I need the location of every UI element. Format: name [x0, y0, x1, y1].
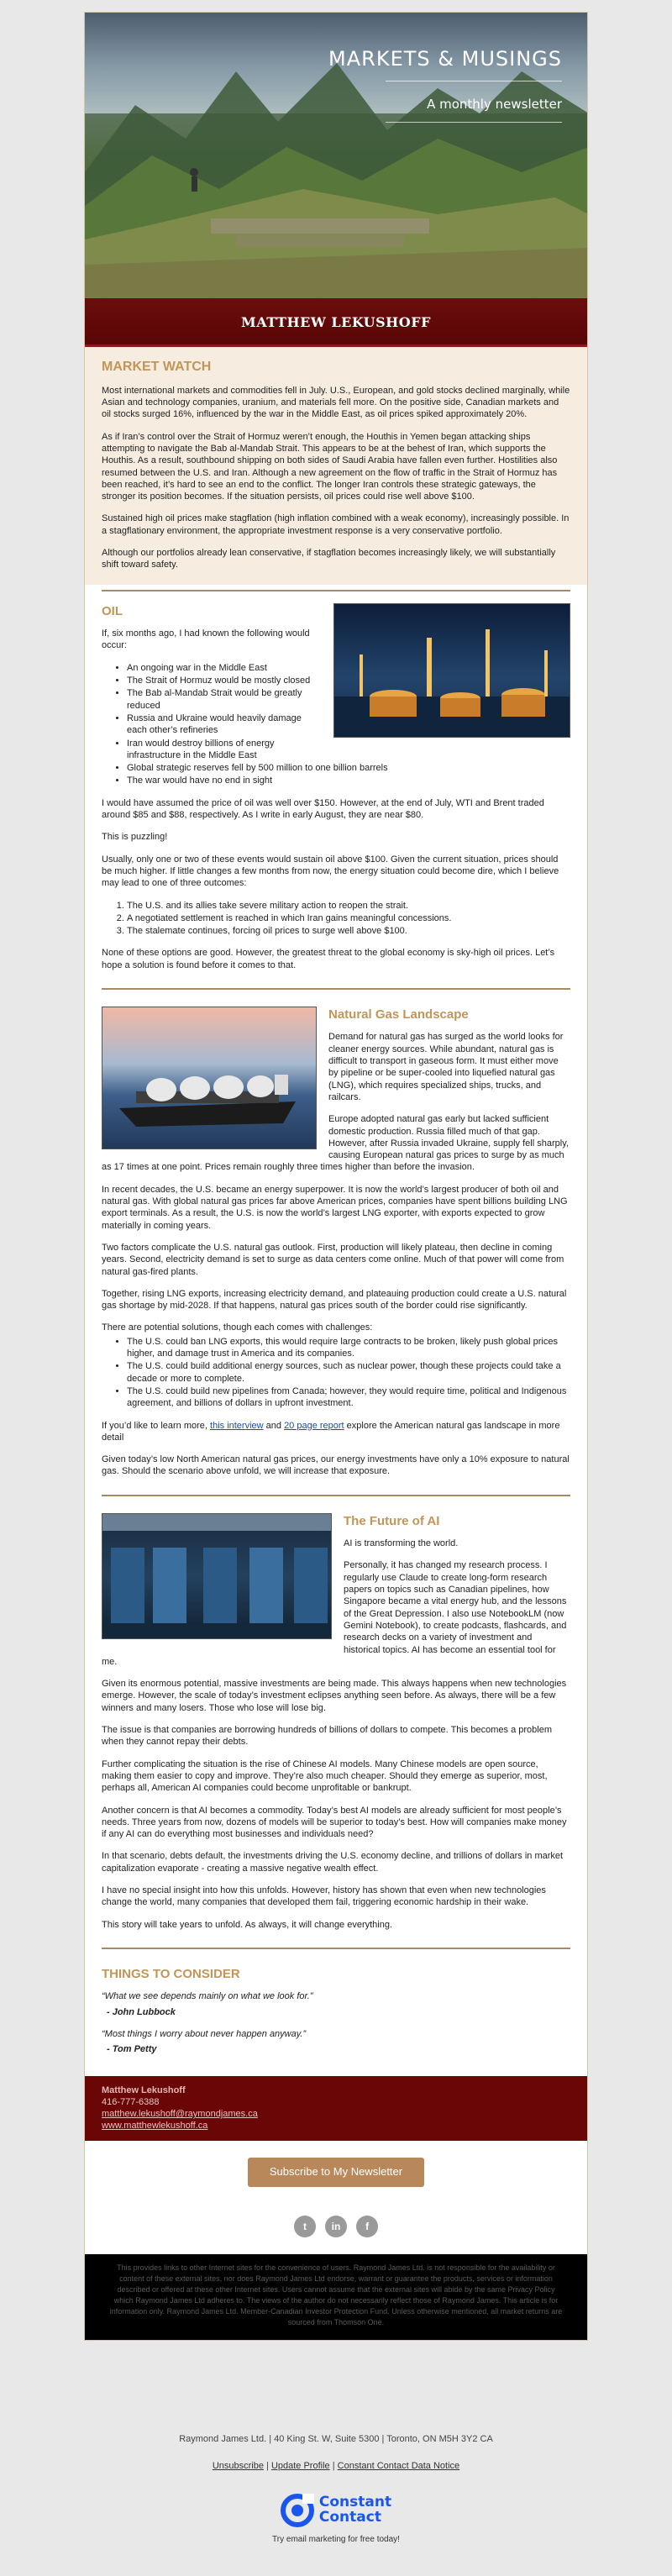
- things-heading: THINGS TO CONSIDER: [102, 1966, 240, 1981]
- ai-paragraph: This story will take years to unfold. As always, it will change everything.: [102, 1919, 393, 1930]
- oil-paragraph: I would have assumed the price of oil was well over $150. However, at the end of July, WTI and Brent traded around $85 and $88, respectively. As I write in early August, they are near $80.: [102, 797, 544, 821]
- newsletter-subtitle: A monthly newsletter: [427, 97, 562, 113]
- report-link[interactable]: 20 page report: [284, 1420, 344, 1431]
- list-item: • Russia and Ukraine would heavily damage each other’s refineries: [127, 712, 570, 737]
- list-item: • The war would have no end in sight: [127, 775, 570, 786]
- list-item: 1. The U.S. and its allies take severe military action to reopen the strait.: [127, 900, 570, 912]
- gas-paragraph: In recent decades, the U.S. became an energy superpower. It is now the world’s largest producer of both oil and natural gas. With global natural gas prices far above American prices, companies have spent billions building LNG export terminals. As a result, the U.S. is now the world’s largest LNG exporter, with exports expected to grow materially in coming years.: [102, 1184, 568, 1231]
- oil-paragraph: Usually, only one or two of these events would sustain oil above $100. Given the current situation, prices should be much higher. If little changes a few months from now, the energy situation could become dire, which I believe may lead to one of three outcomes:: [102, 854, 559, 889]
- footer-address: Raymond James Ltd. | 40 King St. W, Suite 5300 | Toronto, ON M5H 3Y2 CA: [179, 2434, 493, 2444]
- list-item: • An ongoing war in the Middle East: [127, 662, 570, 674]
- cc-word-1: Constant: [318, 2494, 392, 2511]
- market-watch-section: [85, 347, 587, 585]
- natural-gas-heading: Natural Gas Landscape: [328, 1007, 469, 1022]
- ai-paragraph: In that scenario, debts default, the investments driving the U.S. economy decline, and trillions of dollars in market capitalization evaporate - creating a massive negative wealth effect.: [102, 1851, 564, 1874]
- contact-block: [85, 2076, 587, 2141]
- cc-word-2: Contact: [318, 2509, 381, 2526]
- facebook-icon[interactable]: f: [356, 2216, 378, 2237]
- gas-paragraph: Europe adopted natural gas early but lacked sufficient domestic production. Russia filled much of that gap. However, after Russia invaded Ukraine, supply fell sharply, causing European natural gas prices to surge by as much as 17 times at one point. Prices remain roughly three times higher than before the invasion.: [102, 1114, 569, 1173]
- things-to-consider-section: [85, 1949, 587, 2076]
- ai-paragraph: Given its enormous potential, massive investments are being made. This always happens when new technologies emerge. However, the scale of today’s investment eclipses anything seen before. As always, there will be a few winners and many losers. Those who lose will lose big.: [102, 1679, 567, 1713]
- market-watch-paragraph: Sustained high oil prices make stagflation (high inflation combined with a weak economy), increasingly possible. In a stagflationary environment, the appropriate investment response is a very conservative portfolio.: [102, 513, 570, 536]
- ai-paragraph: AI is transforming the world.: [344, 1538, 459, 1549]
- ai-paragraph: I have no special insight into how this unfolds. However, history has shown that even when new technologies change the world, many companies that developed them fail, triggering economic hardship in their wake.: [102, 1885, 546, 1908]
- list-item: 2. A negotiated settlement is reached in which Iran gains meaningful concessions.: [127, 912, 570, 924]
- lng-ship-image: [102, 1007, 317, 1149]
- oil-paragraph: This is puzzling!: [102, 832, 168, 843]
- gas-paragraph: There are potential solutions, though each comes with challenges:: [102, 1322, 373, 1333]
- quote-author: - Tom Petty: [107, 2044, 157, 2055]
- quote-text: “Most things I worry about never happen anyway.”: [102, 2029, 307, 2039]
- ai-paragraph: Another concern is that AI becomes a commodity. Today’s best AI models are already sufficient for most people’s needs. Three years from now, dozens of models will be superior to today’s best. How will companies make money if any AI can do everything most businesses and individuals need?: [102, 1805, 567, 1840]
- ai-paragraph: The issue is that companies are borrowing hundreds of billions of dollars to compete. This becomes a problem when they cannot repay their debts.: [102, 1725, 553, 1748]
- hero-title-block: [328, 46, 562, 123]
- list-item: • Global strategic reserves fell by 500 million to one billion barrels: [127, 762, 570, 774]
- contact-email-link[interactable]: matthew.lekushoff@raymondjames.ca: [102, 2109, 258, 2120]
- market-watch-paragraph: Although our portfolios already lean conservative, if stagflation becomes increasingly likely, we will substantially shift toward safety.: [102, 548, 556, 570]
- list-item: 3. The stalemate continues, forcing oil prices to surge well above $100.: [127, 925, 570, 937]
- list-item: • The U.S. could ban LNG exports, this would require large contracts to be broken, likely push global prices higher, and damage trust in America and its companies.: [127, 1336, 570, 1360]
- constant-contact-logo[interactable]: [0, 2494, 672, 2545]
- learn-more-text: and: [263, 1420, 285, 1431]
- update-profile-link[interactable]: Update Profile: [270, 2461, 330, 2471]
- social-links: [85, 2202, 587, 2254]
- ai-paragraph: Further complicating the situation is the rise of Chinese AI models. Many Chinese models are open source, making them easier to copy and improve. They’re also much cheaper. Should they emerge as superior, most, perhaps all, American AI companies could become unprofitable or bankrupt.: [102, 1759, 548, 1794]
- newsletter-title: MARKETS & MUSINGS: [328, 47, 562, 71]
- list-item: • The U.S. could build new pipelines from Canada; however, they would require time, political and Indigenous agreement, and billions of dollars in upfront investment.: [127, 1385, 570, 1410]
- oil-intro: If, six months ago, I had known the following would occur:: [102, 628, 310, 651]
- advisor-name-band: MATTHEW LEKUSHOFF: [85, 298, 587, 347]
- oil-outcomes-list: [127, 900, 570, 938]
- refinery-image: [333, 603, 570, 738]
- ai-paragraph: Personally, it has changed my research process. I regularly use Claude to create long-form research papers on topics such as Canadian pipelines, how Singapore became a vital energy hub, and the lessons of the Great Depression. I also use NotebookLM (now Gemini Notebook), to create podcasts, flashcards, and research decks on a variety of investment and historical topics. AI has become an essential tool for me.: [102, 1560, 567, 1667]
- hero-banner: [85, 13, 587, 298]
- twitter-icon[interactable]: t: [294, 2216, 316, 2237]
- gas-paragraph: Demand for natural gas has surged as the world looks for cleaner energy sources. While abundant, natural gas is difficult to transport in gaseous form. It must either move by pipeline or be super-cooled into liquefied natural gas (LNG), which requires specialized ships, trucks, and railcars.: [328, 1032, 564, 1102]
- market-watch-paragraph: As if Iran’s control over the Strait of Hormuz weren’t enough, the Houthis in Yemen began attacking ships attempting to navigate the Bab al-Mandab Strait. This appears to be at the behest of Iran, which supports the Houthis. As a result, southbound shipping on both sides of Saudi Arabia have fallen even further. Hostilities also resumed between the U.S. and Iran. Although a new agreement on the flow of traffic in the Strait of Hormuz has been reached, it’s hard to see an end to the conflict. The longer Iran controls these strategic gateways, the stronger its position becomes. If the situation persists, oil prices could rise well above $100.: [102, 431, 558, 502]
- gas-paragraph: Two factors complicate the U.S. natural gas outlook. First, production will likely plateau, then decline in coming years. Second, electricity demand is set to surge as data centers come online. Much of that power will come from natural gas-fired plants.: [102, 1242, 564, 1277]
- subscribe-button[interactable]: Subscribe to My Newsletter: [248, 2158, 424, 2187]
- future-of-ai-heading: The Future of AI: [344, 1513, 440, 1528]
- footer-links: Unsubscribe | Update Profile | Constant Contact Data Notice: [212, 2461, 460, 2471]
- learn-more-text: explore the American natural gas landscape in more detail: [102, 1420, 560, 1443]
- market-watch-heading: MARKET WATCH: [102, 360, 212, 374]
- data-notice-link[interactable]: Constant Contact Data Notice: [337, 2461, 460, 2471]
- newsletter-container: [84, 12, 588, 2341]
- oil-paragraph: None of these options are good. However, the greatest threat to the global economy is sky-high oil prices. Let’s hope a solution is found before it comes to that.: [102, 948, 555, 970]
- gas-paragraph: Together, rising LNG exports, increasing electricity demand, and plateauing production could create a U.S. natural gas shortage by mid-2028. If that happens, natural gas prices south of the border could rise significantly.: [102, 1288, 567, 1312]
- quote-text: “What we see depends mainly on what we look for.”: [102, 1991, 313, 2002]
- data-center-image: [102, 1513, 332, 1639]
- contact-name: Matthew Lekushoff: [102, 2084, 186, 2095]
- contact-phone: 416-777-6388: [102, 2096, 160, 2107]
- contact-website-link[interactable]: www.matthewlekushoff.ca: [102, 2121, 208, 2132]
- list-item: • The U.S. could build additional energy sources, such as nuclear power, though these projects could take a decade or more to complete.: [127, 1360, 570, 1385]
- future-of-ai-section: [85, 1496, 587, 1948]
- oil-heading: OIL: [102, 603, 123, 618]
- list-item: • Iran would destroy billions of energy infrastructure in the Middle East: [127, 738, 570, 762]
- oil-section: [85, 591, 587, 988]
- linkedin-icon[interactable]: in: [325, 2216, 347, 2237]
- natural-gas-section: [85, 990, 587, 1495]
- market-watch-paragraph: Most international markets and commodities fell in July. U.S., European, and gold stocks declined marginally, while Asian and technology companies, uranium, and materials fell more. On the positive side, Canadian markets and oil stocks surged 16%, influenced by the war in the Middle East, as oil prices spiked approximately 20%.: [102, 385, 570, 420]
- interview-link[interactable]: this interview: [210, 1420, 264, 1431]
- quote-author: - John Lubbock: [107, 2006, 176, 2017]
- subtitle-rule: [386, 122, 562, 123]
- cc-tagline: Try email marketing for free today!: [272, 2535, 400, 2545]
- constant-contact-icon: [281, 2494, 314, 2527]
- gas-solutions-list: [127, 1336, 570, 1410]
- learn-more-text: If you’d like to learn more,: [102, 1420, 211, 1431]
- gas-paragraph: Given today’s low North American natural gas prices, our energy investments have only a 10% exposure to natural gas. Should the scenario above unfold, we will increase that exposure.: [102, 1454, 570, 1477]
- list-item: • The Bab al-Mandab Strait would be greatly reduced: [127, 687, 570, 712]
- learn-more-paragraph: [102, 1420, 570, 1444]
- list-item: • The Strait of Hormuz would be mostly closed: [127, 675, 570, 686]
- disclaimer-text: This provides links to other Internet sites for the convenience of users. Raymond James Ltd. is not responsible for the availability or content of these external sites, nor does Raymond James Ltd endorse, warrant or guarantee the products, services or information described or offered at these other Internet sites. Users cannot assume that the external sites will abide by the same Privacy Policy which Raymond James Ltd adheres to. The views of the author do not necessarily reflect those of Raymond James. This article is for information only. Raymond James Ltd. Member-Canadian Investor Protection Fund. Unless otherwise mentioned, all market returns are sourced from Thomson One.: [85, 2254, 587, 2340]
- subscribe-area: [85, 2141, 587, 2202]
- unsubscribe-link[interactable]: Unsubscribe: [212, 2461, 264, 2471]
